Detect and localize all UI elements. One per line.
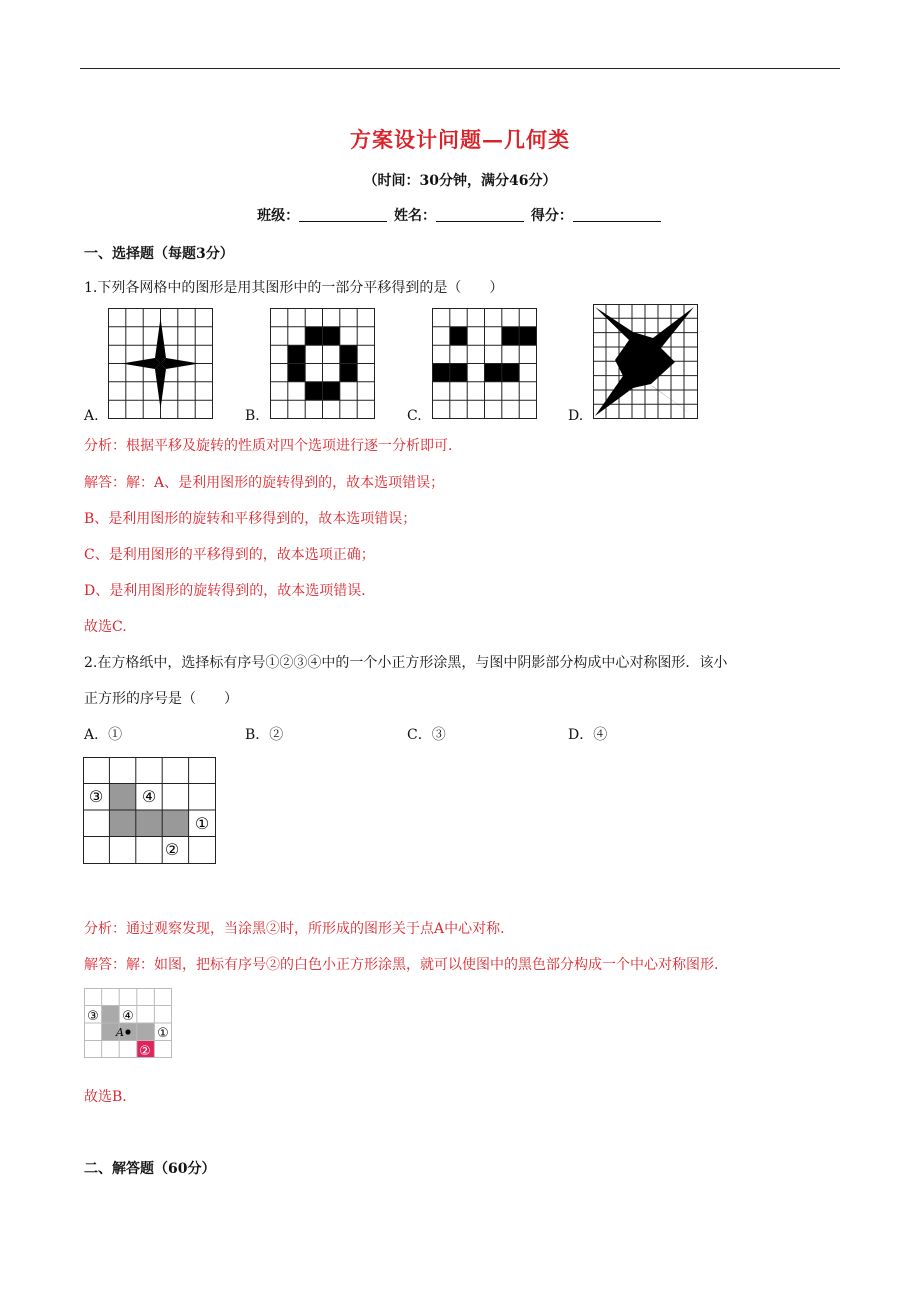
top-rule (80, 68, 840, 69)
q1-answer-line-1: 解答：解：A、是利用图形的旋转得到的，故本选项错误； (84, 475, 445, 491)
q2-answer: 解答：解：如图，把标有序号②的白色小正方形涂黑，就可以使图中的黑色部分构成一个中心对称图形. (84, 957, 719, 973)
q1-option-a: A. (84, 408, 99, 424)
q1-option-c: C. (407, 408, 422, 424)
score-label: 得分： (530, 208, 573, 224)
score-blank (573, 207, 661, 222)
name-label: 姓名： (394, 208, 436, 224)
q2-label-four: ④ (141, 787, 157, 806)
q2-figure (83, 757, 217, 865)
class-blank (299, 207, 387, 222)
q1-answer-line-4: D、是利用图形的旋转得到的，故本选项错误. (84, 583, 366, 599)
q2-label-three: ③ (88, 787, 104, 806)
q2-conclusion: 故选B. (84, 1089, 127, 1105)
q2-label-two: ② (164, 840, 180, 859)
name-blank (436, 207, 524, 222)
q2-sol-label-two: ② (139, 1044, 151, 1059)
q2-option-b: B．② (245, 727, 284, 743)
q2-center-label: A (116, 1026, 124, 1039)
q1-option-d: D. (568, 408, 584, 424)
q1-option-b: B. (245, 408, 260, 424)
section-1-heading: 一、选择题（每题3分） (84, 246, 234, 262)
q1-stem: 1.下列各网格中的图形是用其图形中的一部分平移得到的是（ ） (84, 280, 504, 296)
q1-analysis: 分析：根据平移及旋转的性质对四个选项进行逐一分析即可. (84, 438, 453, 454)
page-title: 方案设计问题—几何类 (350, 127, 570, 152)
q2-stem-line-1: 2.在方格纸中，选择标有序号①②③④中的一个小正方形涂黑，与图中阴影部分构成中心对称图形．该小 (84, 655, 728, 671)
q2-option-a: A．① (84, 727, 123, 743)
q2-option-d: D．④ (568, 727, 608, 743)
q2-label-one: ① (194, 814, 210, 833)
student-info-line (0, 205, 920, 225)
q1-conclusion: 故选C. (84, 619, 127, 635)
class-label: 班级： (257, 208, 300, 224)
q2-sol-label-four: ④ (122, 1009, 134, 1024)
q2-option-c: C．③ (407, 727, 446, 743)
q2-stem-line-2: 正方形的序号是（ ） (84, 691, 238, 707)
q1-answer-line-3: C、是利用图形的平移得到的，故本选项正确； (84, 547, 375, 563)
section-2-heading: 二、解答题（60分） (84, 1161, 216, 1177)
q1-answer-line-2: B、是利用图形的旋转和平移得到的，故本选项错误； (84, 511, 417, 527)
exam-time-info: （时间：30分钟，满分46分） (363, 173, 557, 189)
q1-figure-d (593, 304, 699, 420)
q2-sol-label-one: ① (157, 1026, 169, 1041)
q2-solution-figure (84, 988, 174, 1064)
q1-figure-c (432, 308, 538, 420)
q1-figure-b (270, 308, 376, 420)
q1-figure-a (108, 308, 214, 420)
q2-center-point (125, 1029, 130, 1034)
q2-sol-label-three: ③ (87, 1009, 99, 1024)
q2-analysis: 分析：通过观察发现，当涂黑②时，所形成的图形关于点A中心对称. (84, 921, 505, 937)
